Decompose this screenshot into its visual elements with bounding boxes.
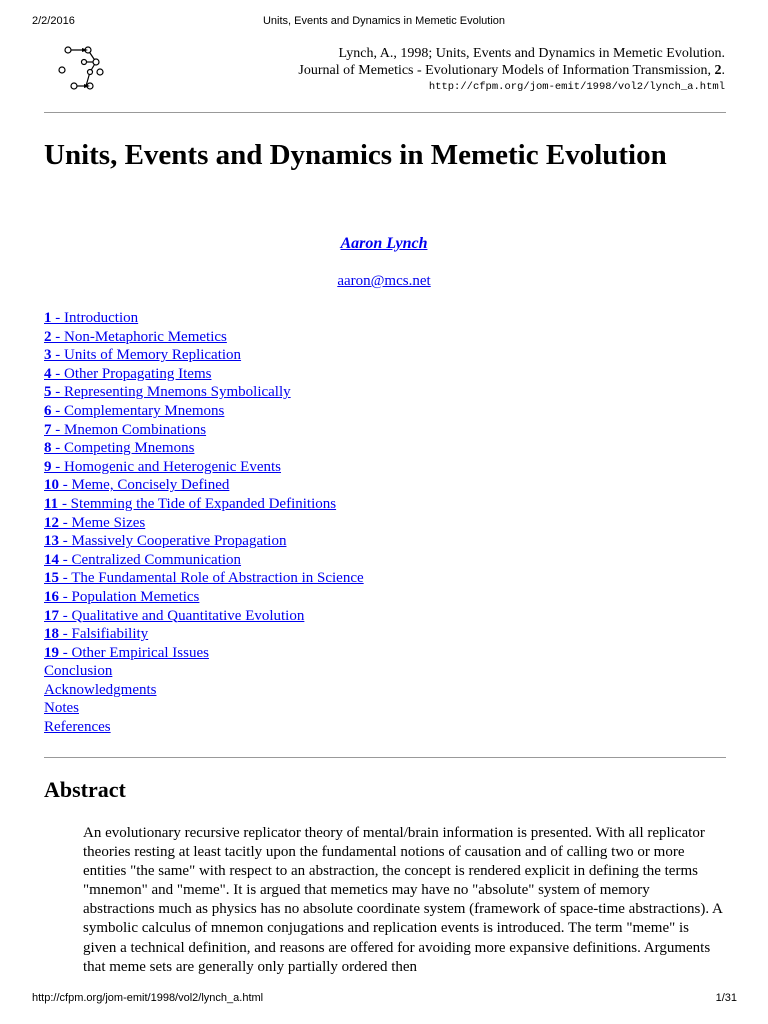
toc-number: 18	[44, 626, 59, 643]
abstract-heading: Abstract	[44, 777, 126, 802]
toc-number: 12	[44, 514, 59, 531]
toc-item	[44, 383, 364, 402]
toc-label: - Introduction	[51, 310, 139, 326]
toc-label: - Centralized Communication	[59, 551, 242, 568]
toc-item	[44, 514, 364, 533]
toc-label: - Population Memetics	[59, 588, 200, 605]
toc-item	[44, 495, 364, 514]
toc-item	[44, 699, 364, 718]
toc-link[interactable]	[44, 533, 286, 549]
toc-link[interactable]	[44, 682, 156, 698]
toc-link[interactable]	[44, 570, 364, 586]
toc-link[interactable]	[44, 496, 336, 512]
toc-link[interactable]	[44, 663, 112, 679]
toc-link[interactable]	[44, 645, 209, 661]
toc-item	[44, 551, 364, 570]
toc-link[interactable]	[44, 403, 224, 419]
toc-number: 17	[44, 607, 59, 624]
toc-item	[44, 607, 364, 626]
citation-block	[165, 45, 725, 96]
footer-url: http://cfpm.org/jom-emit/1998/vol2/lynch_a.html	[32, 992, 264, 1004]
toc-label: - Stemming the Tide of Expanded Definitions	[58, 495, 337, 512]
toc-label: - Qualitative and Quantitative Evolution	[59, 607, 305, 624]
toc-label: - Meme Sizes	[59, 514, 146, 531]
toc-number: 2	[44, 328, 52, 345]
toc-link[interactable]	[44, 626, 148, 642]
citation-line: Lynch, A., 1998; Units, Events and Dynamics in Memetic Evolution.	[338, 46, 725, 61]
toc-label: Acknowledgments	[44, 681, 157, 698]
toc-item	[44, 532, 364, 551]
toc-label: - Representing Mnemons Symbolically	[51, 384, 291, 401]
toc-label: Notes	[44, 700, 79, 717]
toc-label: - The Fundamental Role of Abstraction in Science	[59, 570, 364, 587]
toc-number: 11	[44, 495, 59, 512]
toc-label: - Other Empirical Issues	[59, 644, 209, 661]
toc-item	[44, 588, 364, 607]
citation-volume: 2	[714, 63, 722, 78]
toc-item	[44, 662, 364, 681]
toc-number: 6	[44, 402, 52, 419]
toc-link[interactable]	[44, 700, 79, 716]
citation-url: http://cfpm.org/jom-emit/1998/vol2/lynch_a.html	[428, 81, 725, 93]
toc-link[interactable]	[44, 608, 304, 624]
toc-number: 4	[44, 365, 52, 382]
toc-link[interactable]	[44, 589, 199, 605]
toc-link[interactable]	[44, 719, 111, 735]
email-link[interactable]: aaron@mcs.net	[337, 273, 431, 289]
toc-item	[44, 309, 364, 328]
toc-number: 8	[44, 440, 52, 457]
toc-number: 3	[44, 347, 52, 364]
author-link[interactable]: Aaron Lynch	[340, 235, 428, 252]
toc-item	[44, 328, 364, 347]
toc-number: 13	[44, 533, 59, 550]
abstract-text: An evolutionary recursive replicator theory of mental/brain information is presented. With all replicator theories resting at least tacitly upon the fundamental notions of causation and of calling two or more entities "the same" with respect to an abstraction, the concept is rendered explicit in defining the terms "mnemon" and "meme". It is argued that memetics may have no "absolute" system of memory abstractions much as physics has no absolute coordinate system (framework of space-time abstractions). A symbolic calculus of mnemon conjugations and replication events is introduced. The term "meme" is given a technical definition, and reasons are offered for avoiding more expansive definitions. Arguments that meme sets are generally only partially ordered then	[83, 825, 722, 975]
toc-label: Conclusion	[44, 663, 113, 680]
toc-item	[44, 458, 364, 477]
toc-link[interactable]	[44, 384, 291, 400]
toc-link[interactable]	[44, 477, 229, 493]
toc-label: - Units of Memory Replication	[51, 347, 242, 364]
toc-item	[44, 644, 364, 663]
toc-link[interactable]	[44, 310, 138, 326]
toc-label: - Homogenic and Heterogenic Events	[51, 458, 282, 475]
toc-number: 16	[44, 588, 59, 605]
toc-label: - Other Propagating Items	[51, 365, 212, 382]
toc-label: - Non-Metaphoric Memetics	[51, 328, 227, 345]
toc-link[interactable]	[44, 515, 145, 531]
toc-number: 19	[44, 644, 59, 661]
toc-label: - Competing Mnemons	[51, 440, 195, 457]
print-title: Units, Events and Dynamics in Memetic Evolution	[262, 15, 506, 27]
citation-journal-line	[165, 62, 725, 79]
toc-divider	[44, 757, 726, 758]
toc-item	[44, 402, 364, 421]
page-title: Units, Events and Dynamics in Memetic Evolution	[44, 139, 667, 171]
table-of-contents	[44, 309, 364, 737]
toc-number: 5	[44, 384, 52, 401]
citation-suffix: .	[721, 63, 725, 78]
toc-label: - Meme, Concisely Defined	[59, 477, 230, 494]
toc-item	[44, 569, 364, 588]
toc-item	[44, 365, 364, 384]
toc-link[interactable]	[44, 440, 194, 456]
print-date: 2/2/2016	[32, 15, 75, 27]
toc-number: 14	[44, 551, 59, 568]
top-divider	[44, 112, 726, 113]
toc-label: - Complementary Mnemons	[51, 402, 225, 419]
toc-item	[44, 681, 364, 700]
toc-item	[44, 346, 364, 365]
toc-label: - Massively Cooperative Propagation	[59, 533, 287, 550]
toc-link[interactable]	[44, 347, 241, 363]
toc-item	[44, 476, 364, 495]
toc-label: - Mnemon Combinations	[51, 421, 207, 438]
toc-item	[44, 625, 364, 644]
toc-link[interactable]	[44, 366, 211, 382]
toc-number: 9	[44, 458, 52, 475]
toc-link[interactable]	[44, 552, 241, 568]
toc-number: 10	[44, 477, 59, 494]
toc-link[interactable]	[44, 459, 281, 475]
author	[0, 235, 768, 253]
toc-number: 1	[44, 310, 52, 326]
toc-number: 15	[44, 570, 59, 587]
toc-label: - Falsifiability	[59, 626, 149, 643]
journal-logo-icon	[56, 42, 106, 98]
citation-journal: Journal of Memetics - Evolutionary Models of Information Transmission,	[298, 63, 715, 78]
toc-label: References	[44, 719, 111, 736]
toc-item	[44, 439, 364, 458]
toc-link[interactable]	[44, 329, 227, 345]
email	[0, 273, 768, 290]
toc-item	[44, 421, 364, 440]
toc-link[interactable]	[44, 422, 206, 438]
toc-number: 7	[44, 421, 52, 438]
toc-item	[44, 718, 364, 737]
page-number: 1/31	[715, 992, 737, 1004]
